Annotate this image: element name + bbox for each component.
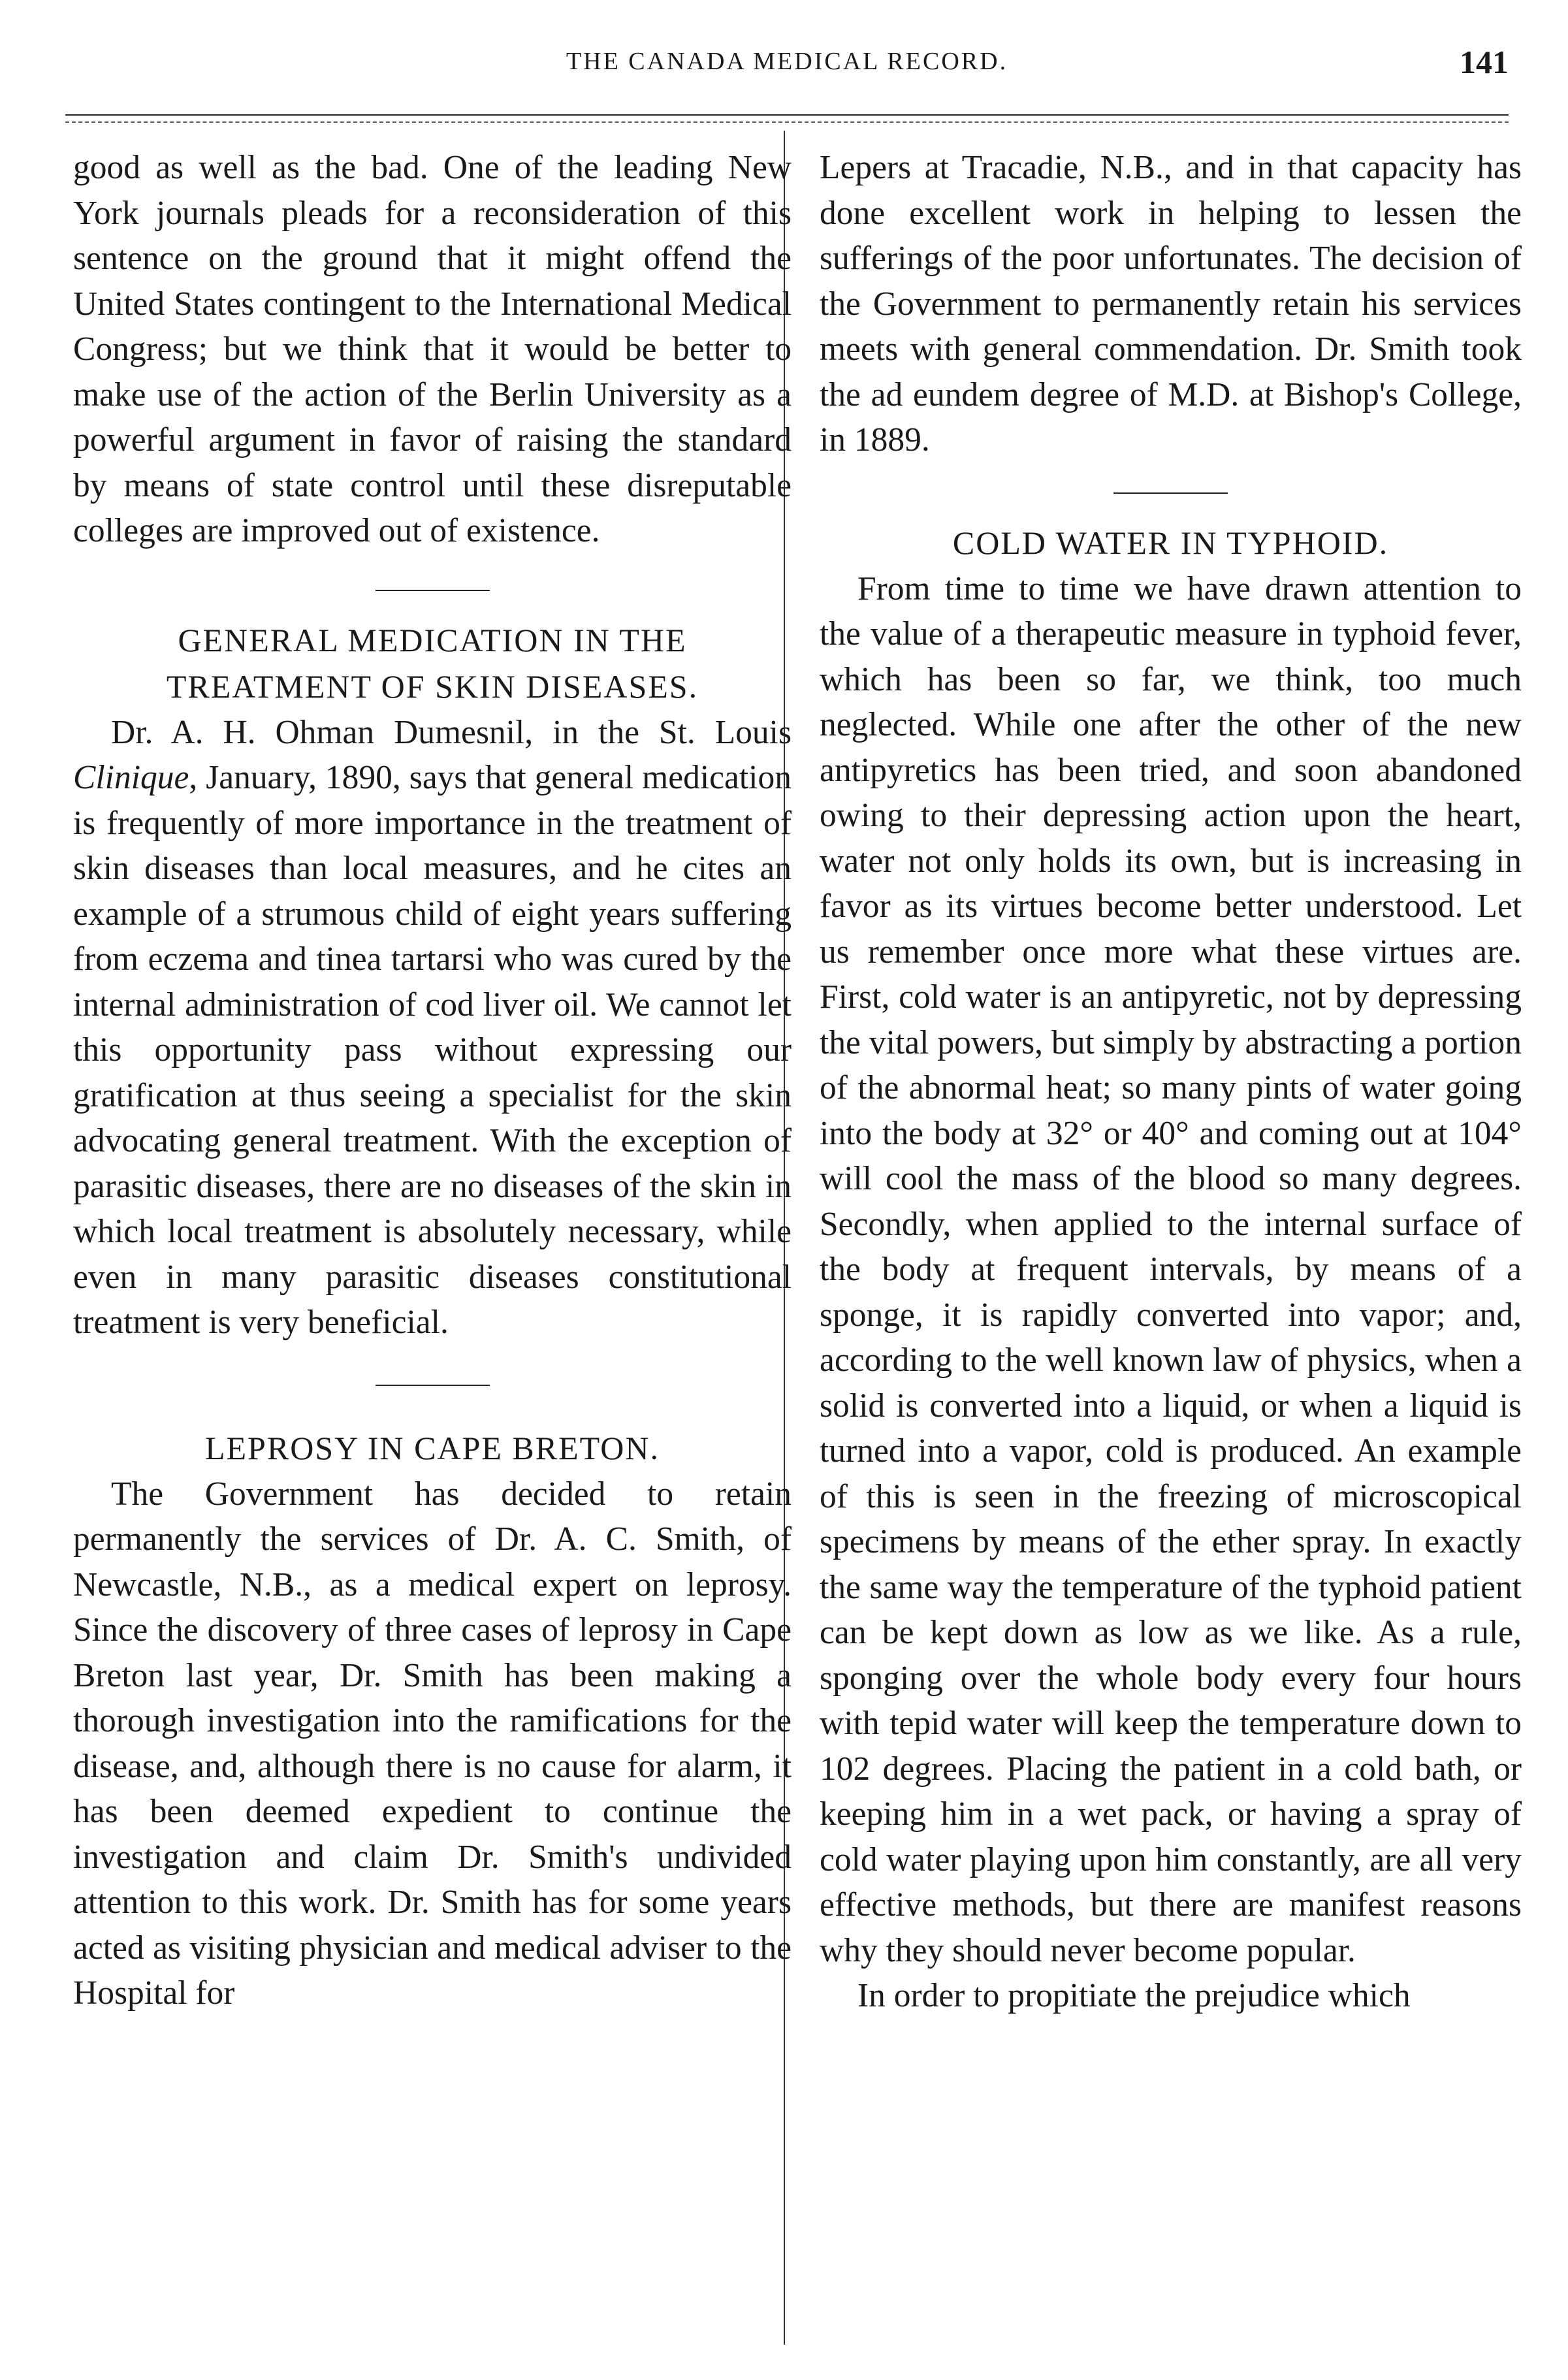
article-heading-cold-water: COLD WATER IN TYPHOID. bbox=[952, 524, 1389, 561]
article-body-leprosy: The Government has decided to retain permanently the services of Dr. A. C. Smith, of Newcastle, N.B., as a medical expert on leprosy. Since the discovery of three cases of leprosy in Cape Breton last year, Dr. Smith has been making a thorough investigation into the ramifications for the disease, and, although there is no cause for alarm, it has been deemed expedient to continue the investigation and claim Dr. Smith's undivided attention to this work. Dr. Smith has for some years acted as visiting physician and medical adviser to the Hospital for bbox=[73, 1475, 792, 2012]
header-rule bbox=[65, 114, 1509, 116]
body-text-start: Dr. A. H. Ohman Dumesnil, in the St. Louis bbox=[111, 713, 792, 751]
running-head bbox=[65, 44, 1509, 93]
body-text-rest: , January, 1890, says that general medication is frequently of more importance in the treatment of skin diseases than local measures, and he cites an example of a strumous child of eight years suffering from eczema and tinea tartarsi who was cured by the internal administration of cod liver oil. We cannot let this opportunity pass without expressing our gratification at thus seeing a specialist for the skin advocating general treatment. With the exception of parasitic diseases, there are no diseases of the skin in which local treatment is absolutely necessary, while even in many parasitic diseases constitutional treatment is very beneficial. bbox=[73, 759, 792, 1341]
article-heading-leprosy: LEPROSY IN CAPE BRETON. bbox=[204, 1429, 660, 1466]
article-body-skin-diseases bbox=[73, 710, 792, 1345]
intro-paragraph: good as well as the bad. One of the leading New York journals pleads for a reconsideration of this sentence on the ground that it might offend the United States contingent to the International Medical Congress; but we think that it would be better to make use of the action of the Berlin University as a powerful argument in favor of raising the standard by means of state control until these disreputable colleges are improved out of existence. bbox=[73, 149, 792, 549]
header-rule-dashed bbox=[65, 121, 1509, 123]
page-number: 141 bbox=[1460, 44, 1509, 80]
running-title: THE CANADA MEDICAL RECORD. bbox=[566, 48, 1008, 75]
right-column bbox=[820, 145, 1522, 2019]
article-body-cold-water: From time to time we have drawn attention to the value of a therapeutic measure in typhoid fever, which has been so far, we think, too much neglected. While one after the other of the new antipyretics has been tried, and soon abandoned owing to their depressing action upon the heart, water not only holds its own, but is increasing in favor as its virtues become better understood. Let us remember once more what these virtues are. First, cold water is an antipyretic, not by depressing the vital powers, but simply by abstracting a portion of the abnormal heat; so many pints of water going into the body at 32° or 40° and coming out at 104° will cool the mass of the blood so many degrees. Secondly, when applied to the internal surface of the body at frequent intervals, by means of a sponge, it is rapidly converted into vapor; and, according to the well known law of physics, when a solid is converted into a liquid, or when a liquid is turned into a vapor, cold is produced. An example of this is seen in the freezing of microscopical specimens by means of the ether spray. In exactly the same way the temperature of the typhoid patient can be kept down as low as we like. As a rule, sponging over the whole body every four hours with tepid water will keep the temperature down to 102 degrees. Placing the patient in a cold bath, or keeping him in a wet pack, or having a spray of cold water playing upon him constantly, are all very effective methods, but there are manifest reasons why they should never become popular. bbox=[820, 570, 1522, 1969]
article-body-cold-water-2: In order to propitiate the prejudice which bbox=[857, 1977, 1411, 2014]
journal-title: Clinique bbox=[73, 759, 189, 796]
left-column bbox=[73, 145, 792, 2016]
article-heading-skin-diseases: GENERAL MEDICATION IN THE TREATMENT OF SKIN DISEASES. bbox=[166, 621, 699, 705]
leprosy-continuation: Lepers at Tracadie, N.B., and in that capacity has done excellent work in helping to lessen the sufferings of the poor unfortunates. The decision of the Government to permanently retain his services meets with general commendation. Dr. Smith took the ad eundem degree of M.D. at Bishop's College, in 1889. bbox=[820, 149, 1522, 458]
